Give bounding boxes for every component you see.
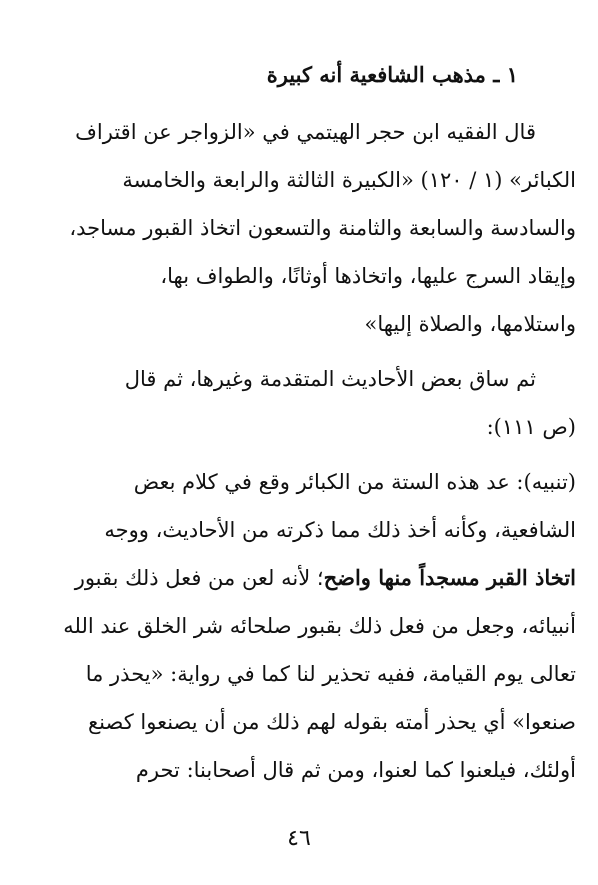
text-line: صنعوا» أي يحذر أمته بقوله لهم ذلك من أن يصنعوا كصنع	[88, 710, 576, 734]
text-line: الشافعية، وكأنه أخذ ذلك مما ذكرته من الأحاديث، ووجه	[104, 518, 576, 542]
text-line: (ص ١١١):	[486, 415, 576, 439]
text-line: (تنبيه): عد هذه الستة من الكبائر وقع في كلام بعض	[133, 470, 576, 494]
text-line: ثم ساق بعض الأحاديث المتقدمة وغيرها، ثم قال	[124, 367, 536, 391]
text-line	[22, 554, 576, 602]
paragraph-note	[22, 458, 576, 794]
text-line: الكبائر» (١ / ١٢٠) «الكبيرة الثالثة والرابعة والخامسة	[122, 168, 576, 192]
text-line: تعالى يوم القيامة، ففيه تحذير لنا كما في رواية: «يحذر ما	[85, 662, 576, 686]
text-line: والسادسة والسابعة والثامنة والتسعون اتخاذ القبور مساجد،	[69, 216, 576, 240]
section-heading: ١ ـ مذهب الشافعية أنه كبيرة	[266, 62, 518, 87]
paragraph-quote-zawajir	[22, 108, 576, 348]
text-line: أولئك، فيلعنوا كما لعنوا، ومن ثم قال أصحابنا: تحرم	[135, 758, 576, 782]
paragraph-transition	[22, 355, 576, 451]
bold-phrase: اتخاذ القبر مسجداً منها واضح	[323, 565, 576, 590]
text-line: وإيقاد السرج عليها، واتخاذها أوثانًا، والطواف بها،	[160, 264, 576, 288]
text-line: واستلامها، والصلاة إليها»	[364, 312, 576, 336]
page-number: ٤٦	[287, 826, 311, 851]
text-line: قال الفقيه ابن حجر الهيتمي في «الزواجر عن اقتراف	[75, 120, 536, 144]
text-span: ؛ لأنه لعن من فعل ذلك بقبور	[74, 566, 324, 590]
text-line: أنبيائه، وجعل من فعل ذلك بقبور صلحائه شر الخلق عند الله	[63, 614, 576, 638]
